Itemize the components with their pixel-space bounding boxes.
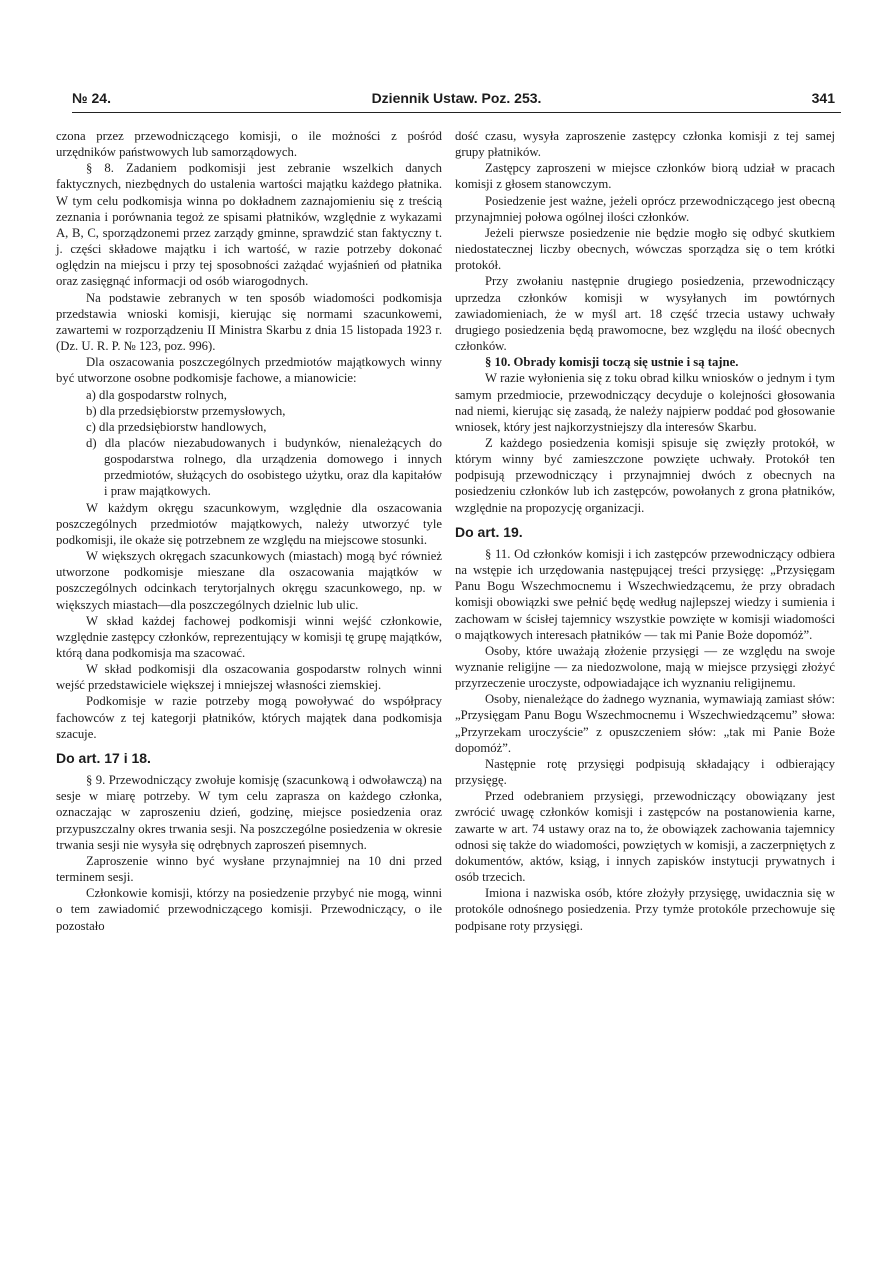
paragraph-section-11: § 11. Od członków komisji i ich zastępców przewodniczący odbiera na wstępie ich urzędowania następującej treści przysięgę: „Przysięgam Panu Bogu Wszechmocnemu i Wszechwiedzącemu, że przy obradach komisji obowiązki swe pełnić będę według najlepszej wiedzy i sumienia i zachowam w ścisłej tajemnicy wszystkie powzięte w komisji wiadomości o majątkowych interesach płatników — tak mi Panie Boże dopomóż”. <box>455 546 835 642</box>
paragraph: Członkowie komisji, którzy na posiedzenie przybyć nie mogą, winni o tem zawiadomić przewodniczącego komisji. Przewodniczący, o ile pozostało <box>56 886 442 933</box>
paragraph: Imiona i nazwiska osób, które złożyły przysięgę, uwidacznia się w protokóle odnośnego posiedzenia. Przy tymże protokóle przechowuje się podpisane roty przysięgi. <box>455 886 835 933</box>
journal-title: Dziennik Ustaw. Poz. 253. <box>371 90 542 106</box>
paragraph: W skład podkomisji dla oszacowania gospodarstw rolnych winni wejść przedstawiciele większej i mniejszej własności ziemskiej. <box>56 662 442 693</box>
paragraph: W razie wyłonienia się z toku obrad kilku wniosków o jednym i tym samym przedmiocie, przewodniczący decyduje o kolejności głosowania nad niemi, kierując się zasadą, że należy najpierw poddać pod głosowanie wniosek, który jest najkorzystniejszy dla interesów Skarbu. <box>455 371 835 434</box>
paragraph: Przed odebraniem przysięgi, przewodniczący obowiązany jest zwrócić uwagę członków komisji i zastępców na postanowienia karne, zawarte w art. 74 ustawy oraz na to, że obowiązek zachowania tajemnicy odnosi się także do wiadomości, powziętych w komisji, a zaczerpniętych z dokumentów, aktów, ksiąg, i innych zapisków instytucji prywatnych i osób trzecich. <box>455 789 835 885</box>
paragraph: Z każdego posiedzenia komisji spisuje się zwięzły protokół, w którym winny być zamieszczone powzięte uchwały. Protokół ten podpisują przewodniczący i przynajmniej dwóch z obecnych na posiedzeniu członków lub ich zastępców, powołanych z grona płatników, względnie na propozycję organizacji. <box>455 435 835 515</box>
subcommission-list <box>56 387 442 500</box>
paragraph: Zaproszenie winno być wysłane przynajmniej na 10 dni przed terminem sesji. <box>56 853 442 885</box>
paragraph: Posiedzenie jest ważne, jeżeli oprócz przewodniczącego jest obecną przynajmniej połowa ogólnej ilości członków. <box>455 193 835 224</box>
list-item: d) dla placów niezabudowanych i budynków, nienależących do gospodarstwa rolnego, dla urządzenia domowego i innych przedmiotów, służących do osobistego użytku, oraz dla kapitałów i praw majątkowych. <box>86 435 442 499</box>
paragraph-section-8: § 8. Zadaniem podkomisji jest zebranie wszelkich danych faktycznych, niezbędnych do ustalenia wartości majątku każdego płatnika. W tym celu podkomisja winna po dokładnem zaznajomieniu się z treścią zeznania i porównania tegoż ze spisami płatników, względnie z wykazami A, B, C, sporządzonemi przez zarządy gminne, sprawdzić stan faktyczny t. j. części składowe majątku i ich wartość, w razie potrzeby dokonać oględzin na miejscu i przy tej sposobności zażądać wyjaśnień od płatnika oraz zasięgnąć informacji od osób wiarogodnych. <box>56 161 442 289</box>
list-item: b) dla przedsiębiorstw przemysłowych, <box>86 403 286 418</box>
paragraph-section-10: § 10. Obrady komisji toczą się ustnie i są tajne. <box>485 355 739 370</box>
page-number: 341 <box>811 90 835 106</box>
paragraph: Dla oszacowania poszczególnych przedmiotów majątkowych winny być utworzone osobne podkomisje fachowe, a mianowicie: <box>56 355 442 386</box>
issue-number: № 24. <box>72 90 111 106</box>
paragraph: Osoby, nienależące do żadnego wyznania, wymawiają zamiast słów: „Przysięgam Panu Bogu Wszechmocnemu i Wszechwiedzącemu” słowa: „Przyrzekam uroczyście” z opuszczeniem słów: „tak mi Panie Boże dopomóż”. <box>455 692 835 755</box>
paragraph: Następnie rotę przysięgi podpisują składający i odbierający przysięgę. <box>455 756 835 788</box>
paragraph: Podkomisje w razie potrzeby mogą powoływać do współpracy fachowców z tej kategorji płatników, których majątek dana podkomisja szacuje. <box>56 694 442 741</box>
page-header <box>72 86 841 113</box>
right-column <box>455 128 835 934</box>
paragraph: Przy zwołaniu następnie drugiego posiedzenia, przewodniczący uprzedza członków komisji w wysyłanych im powtórnych zawiadomieniach, że w myśl art. 18 część trzecia ustawy uchwały drugiego posiedzenia będą prawomocne, bez względu na ilość obecnych członków. <box>455 274 835 354</box>
paragraph: czona przez przewodniczącego komisji, o ile możności z pośród urzędników państwowych lub samorządowych. <box>56 129 442 160</box>
paragraph: W każdym okręgu szacunkowym, względnie dla oszacowania poszczególnych przedmiotów majątkowych, należy utworzyć tyle podkomisji, ile okaże się potrzebnem ze względu na miejscowe stosunki. <box>56 500 442 547</box>
paragraph: Jeżeli pierwsze posiedzenie nie będzie mogło się odbyć skutkiem niedostatecznej liczby obecnych, wówczas sporządza się o tem krótki protokół. <box>455 225 835 273</box>
paragraph: dość czasu, wysyła zaproszenie zastępcy członka komisji z tej samej grupy płatników. <box>455 129 835 160</box>
list-item: a) dla gospodarstw rolnych, <box>86 387 227 402</box>
section-heading: Do art. 19. <box>455 523 523 540</box>
paragraph: W większych okręgach szacunkowych (miastach) mogą być również utworzone podkomisje mieszane dla oszacowania majątków w poszczególnych odcinkach terytorjalnych okręgu szacunkowego, np. w większych miastach—dla poszczególnych dzielnic lub ulic. <box>56 549 442 612</box>
left-column <box>56 128 442 934</box>
paragraph: Na podstawie zebranych w ten sposób wiadomości podkomisja przedstawia wnioski komisji, kierując się normami szacunkowemi, zawartemi w rozporządzeniu II Ministra Skarbu z dnia 15 listopada 1923 r. (Dz. U. R. P. № 123, poz. 996). <box>56 290 442 354</box>
section-heading: Do art. 17 i 18. <box>56 749 151 766</box>
paragraph-section-9: § 9. Przewodniczący zwołuje komisję (szacunkową i odwoławczą) na sesje w miarę potrzeby. W tym celu zaprasza on każdego członka, oznaczając w zaproszeniu dzień, godzinę, miejsce posiedzenia oraz przypuszczalny okres trwania sesji. Na poszczególne posiedzenia w okresie trwania sesji nie wysyła się odrębnych zaproszeń pisemnych. <box>56 773 442 852</box>
paragraph: Zastępcy zaproszeni w miejsce członków biorą udział w pracach komisji z głosem stanowczym. <box>455 161 835 192</box>
list-item: c) dla przedsiębiorstw handlowych, <box>86 419 267 434</box>
paragraph: Osoby, które uważają złożenie przysięgi — ze względu na swoje wyznanie religijne — za niedozwolone, mają w miejsce przysięgi złożyć przyrzeczenie uroczyste, odpowiadające ich wyznaniu religijnemu. <box>455 643 835 691</box>
paragraph: W skład każdej fachowej podkomisji winni wejść członkowie, względnie zastępcy członków, reprezentujący w komisji tę grupę majątków, którą dana podkomisja ma szacować. <box>56 613 442 660</box>
